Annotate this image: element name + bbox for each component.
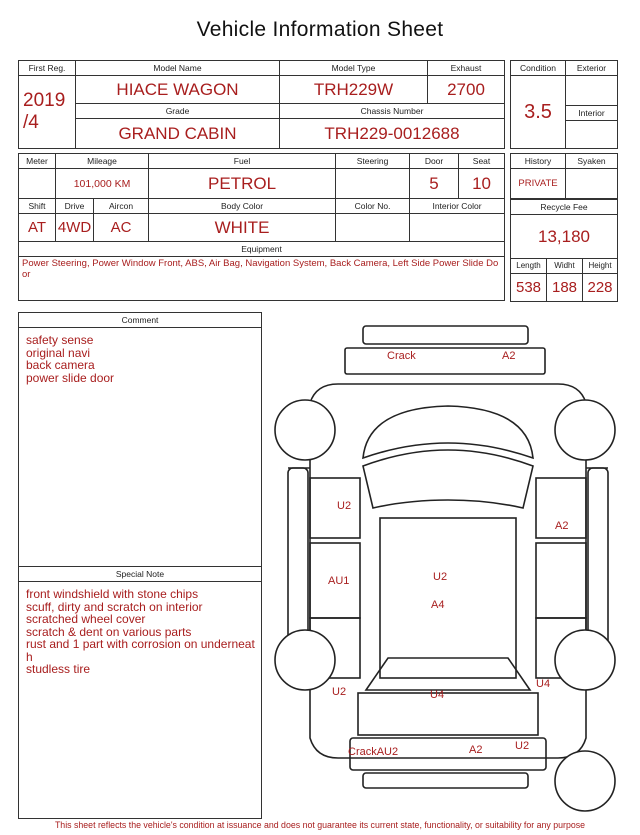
- body-outline: [310, 384, 586, 758]
- color-no-label: Color No.: [336, 199, 410, 214]
- body-color-value: WHITE: [149, 214, 336, 242]
- damage-mark: U2: [332, 686, 347, 698]
- history-table: [510, 153, 618, 199]
- height-label: Height: [583, 259, 618, 274]
- seat-value: 10: [459, 169, 505, 199]
- fuel-value: PETROL: [149, 169, 336, 199]
- shift-label: Shift: [19, 199, 56, 214]
- front-bumper: [363, 326, 528, 344]
- condition-value: 3.5: [511, 76, 566, 149]
- meter-value: [19, 169, 56, 199]
- exhaust-label: Exhaust: [428, 61, 505, 76]
- roof-panel: [380, 518, 516, 678]
- damage-mark: AU1: [328, 575, 350, 587]
- comment-label: Comment: [19, 313, 261, 328]
- drive-value: 4WD: [56, 214, 94, 242]
- spare-tire: [555, 751, 615, 811]
- damage-mark: U2: [433, 571, 448, 583]
- syaken-label: Syaken: [566, 154, 618, 169]
- width-value: 188: [547, 274, 583, 302]
- exhaust-value: 2700: [428, 76, 505, 104]
- vehicle-header-table: [18, 60, 505, 149]
- model-name-label: Model Name: [76, 61, 280, 76]
- wheel-rear-left: [275, 630, 335, 690]
- special-note-text: front windshield with stone chips scuff, dirty and scratch on interior scratched wheel cover scratch & dent on various parts rust and 1 part with corrosion on underneath studless tire: [26, 587, 255, 676]
- condition-table: [510, 60, 618, 149]
- special-note-label: Special Note: [19, 567, 261, 582]
- tailgate: [358, 693, 538, 735]
- comment-box: [18, 312, 262, 567]
- shift-value: AT: [19, 214, 56, 242]
- history-value: PRIVATE: [511, 169, 566, 199]
- recycle-fee-value: 13,180: [511, 215, 618, 259]
- rear-step: [363, 773, 528, 788]
- roof-front: [363, 450, 533, 508]
- length-value: 538: [511, 274, 547, 302]
- comment-text: safety sense original navi back camera power slide door: [26, 333, 115, 385]
- mileage-label: Mileage: [56, 154, 149, 169]
- grade-label: Grade: [76, 104, 280, 119]
- specs-table: [18, 153, 505, 301]
- interior-color-value: [410, 214, 505, 242]
- damage-mark: A4: [431, 599, 445, 611]
- special-note-box: [18, 566, 262, 819]
- damage-mark: U2: [337, 500, 352, 512]
- condition-label: Condition: [511, 61, 566, 76]
- history-label: History: [511, 154, 566, 169]
- exterior-value: [566, 76, 618, 106]
- page-title: Vehicle Information Sheet: [196, 18, 444, 41]
- damage-mark: U4: [536, 678, 551, 690]
- damage-mark: Crack: [387, 350, 416, 362]
- recycle-table: [510, 199, 618, 302]
- first-reg-label: First Reg.: [19, 61, 76, 76]
- syaken-value: [566, 169, 618, 199]
- width-label: Widht: [547, 259, 583, 274]
- wheel-rear-right: [555, 630, 615, 690]
- model-type-value: TRH229W: [280, 76, 428, 104]
- length-label: Length: [511, 259, 547, 274]
- damage-mark: A2: [469, 744, 483, 756]
- exterior-label: Exterior: [566, 61, 618, 76]
- interior-label: Interior: [566, 106, 618, 121]
- left-front-door: [310, 478, 360, 538]
- steering-value: [336, 169, 410, 199]
- damage-mark: A2: [502, 350, 516, 362]
- seat-label: Seat: [459, 154, 505, 169]
- body-color-label: Body Color: [149, 199, 336, 214]
- model-type-label: Model Type: [280, 61, 428, 76]
- chassis-value: TRH229-0012688: [280, 119, 505, 149]
- drive-label: Drive: [56, 199, 94, 214]
- interior-value: [566, 121, 618, 149]
- equipment-label: Equipment: [19, 242, 505, 257]
- vehicle-diagram: [268, 318, 628, 818]
- first-reg-value: [19, 76, 76, 149]
- door-label: Door: [410, 154, 459, 169]
- equipment-cell: [19, 257, 505, 301]
- model-name-value: HIACE WAGON: [76, 76, 280, 104]
- height-value: 228: [583, 274, 618, 302]
- door-value: 5: [410, 169, 459, 199]
- wheel-front-right: [555, 400, 615, 460]
- steering-label: Steering: [336, 154, 410, 169]
- footer-disclaimer: This sheet reflects the vehicle's condition at issuance and does not guarantee its current state, functionality, or suitability for any purpose: [54, 820, 586, 830]
- mileage-value: 101,000 KM: [56, 169, 149, 199]
- meter-label: Meter: [19, 154, 56, 169]
- chassis-label: Chassis Number: [280, 104, 505, 119]
- color-no-value: [336, 214, 410, 242]
- wheel-front-left: [275, 400, 335, 460]
- interior-color-label: Interior Color: [410, 199, 505, 214]
- damage-mark: U4: [430, 689, 445, 701]
- grade-value: GRAND CABIN: [76, 119, 280, 149]
- aircon-value: AC: [94, 214, 149, 242]
- equipment-value: Power Steering, Power Window Front, ABS, Air Bag, Navigation System, Back Camera, Left Side Power Slide Door: [22, 258, 499, 280]
- recycle-fee-label: Recycle Fee: [511, 200, 618, 215]
- damage-mark: CrackAU2: [348, 746, 399, 758]
- first-reg-month: /4: [23, 112, 39, 133]
- aircon-label: Aircon: [94, 199, 149, 214]
- first-reg-year: 2019: [23, 90, 66, 111]
- damage-mark: A2: [555, 520, 569, 532]
- fuel-label: Fuel: [149, 154, 336, 169]
- right-center-panel: [536, 543, 586, 618]
- rear-window: [366, 658, 530, 690]
- damage-mark: U2: [515, 740, 530, 752]
